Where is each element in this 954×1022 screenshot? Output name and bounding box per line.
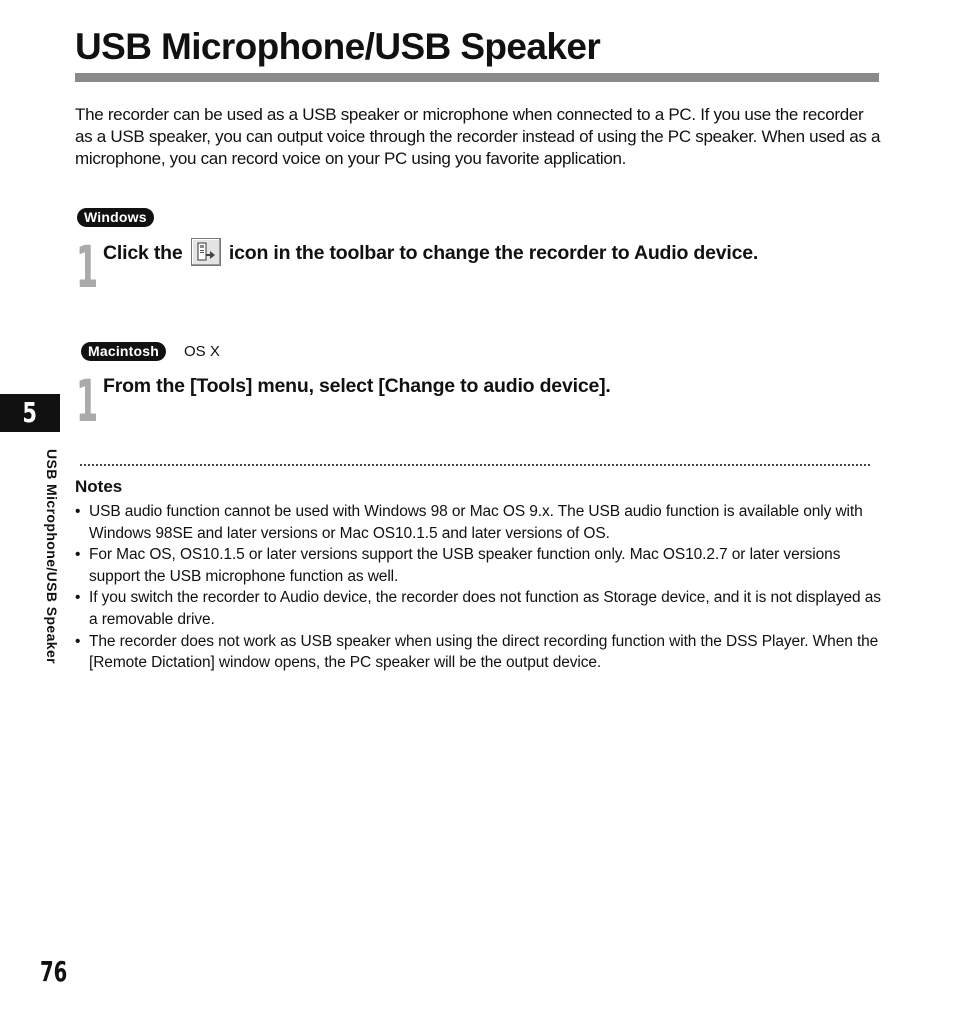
chapter-side-label: USB Microphone/USB Speaker xyxy=(44,449,60,664)
bullet-icon: • xyxy=(75,503,81,520)
mac-step-text: From the [Tools] menu, select [Change to audio device]. xyxy=(103,375,611,397)
windows-badge: Windows xyxy=(77,208,154,227)
windows-step-text xyxy=(103,238,758,266)
notes-heading: Notes xyxy=(75,477,123,496)
page-title: USB Microphone/USB Speaker xyxy=(75,26,601,67)
note-item: • For Mac OS, OS10.1.5 or later versions support the USB speaker function only. Mac OS10.2.7 or later versions support the USB microphone function as well. xyxy=(75,546,841,585)
audio-device-toolbar-icon xyxy=(191,238,221,266)
note-item: • The recorder does not work as USB speaker when using the direct recording function with the DSS Player. When the [Remote Dictation] window opens, the PC speaker will be the output device. xyxy=(75,632,879,672)
intro-paragraph: The recorder can be used as a USB speaker or microphone when connected to a PC. If you use the recorder as a USB speaker, you can output voice through the recorder instead of using the PC speaker. When used as a microphone, you can record voice on your PC using you favorite application. xyxy=(75,105,881,168)
chapter-tab: 5 xyxy=(0,394,60,432)
dotted-divider xyxy=(80,464,870,466)
bullet-icon: • xyxy=(75,546,81,564)
bullet-icon: • xyxy=(75,589,81,607)
macintosh-badge: Macintosh xyxy=(81,342,166,361)
note-item: • If you switch the recorder to Audio device, the recorder does not function as Storage device, and it is not displayed as a removable drive. xyxy=(75,589,881,628)
mac-os-label: OS X xyxy=(184,343,220,360)
title-underline xyxy=(75,73,879,82)
note-item: • USB audio function cannot be used with Windows 98 or Mac OS 9.x. The USB audio function is available only with Windows 98SE and later versions or Mac OS10.1.5 and later versions of OS. xyxy=(75,503,863,542)
windows-step-number: 1 xyxy=(76,233,99,301)
bullet-icon: • xyxy=(75,632,81,650)
windows-step-text-after: icon in the toolbar to change the recorder to Audio device. xyxy=(228,242,759,264)
windows-step-text-before: Click the xyxy=(103,242,183,264)
page-number: 76 xyxy=(40,955,68,988)
mac-step-number: 1 xyxy=(76,367,99,435)
notes-list xyxy=(75,501,881,674)
